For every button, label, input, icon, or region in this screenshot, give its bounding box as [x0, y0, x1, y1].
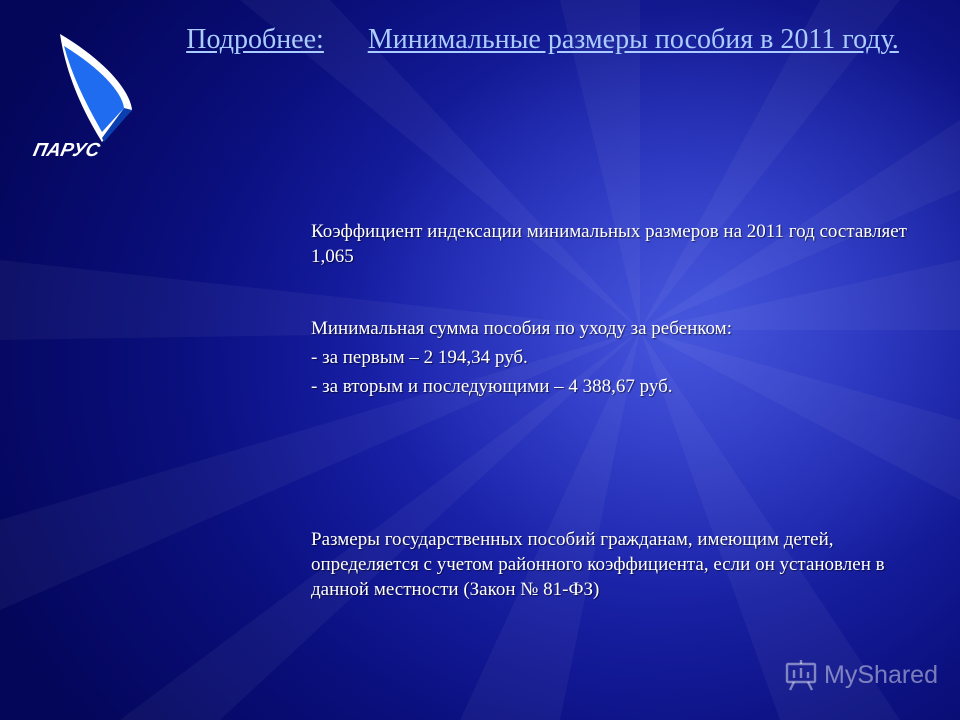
sail-icon: [31, 30, 146, 161]
allowance-second-suffix: руб.: [634, 376, 673, 397]
allowance-paragraph: [311, 316, 921, 403]
slide-title: [170, 22, 915, 58]
logo-text: ПАРУС: [31, 140, 102, 161]
title-more-link[interactable]: Подробнее:: [186, 24, 324, 55]
indexation-text: Коэффициент индексации минимальных размеров на 2011 год составляет: [311, 221, 907, 242]
title-main-link[interactable]: Минимальные размеры пособия в 2011 году.: [367, 24, 899, 55]
allowance-heading: Минимальная сумма пособия по уходу за ребенком:: [311, 318, 732, 339]
myshared-watermark: [784, 658, 938, 692]
watermark-text: MyShared: [824, 660, 938, 689]
presentation-board-icon: [784, 658, 818, 692]
regional-coefficient-paragraph: Размеры государственных пособий гражданам, имеющим детей, определяется с учетом районного коэффициента, если он установлен в данной местности (Закон № 81-ФЗ): [311, 529, 885, 600]
allowance-second-child: [311, 374, 921, 399]
allowance-second-prefix: - за вторым и последующими –: [311, 376, 569, 397]
parus-logo: [31, 30, 146, 161]
allowance-second-value: 4 388,67: [568, 376, 635, 397]
indexation-paragraph: [311, 219, 921, 269]
allowance-first-child: - за первым – 2 194,34 руб.: [311, 347, 528, 368]
indexation-value: 1,065: [311, 246, 354, 267]
